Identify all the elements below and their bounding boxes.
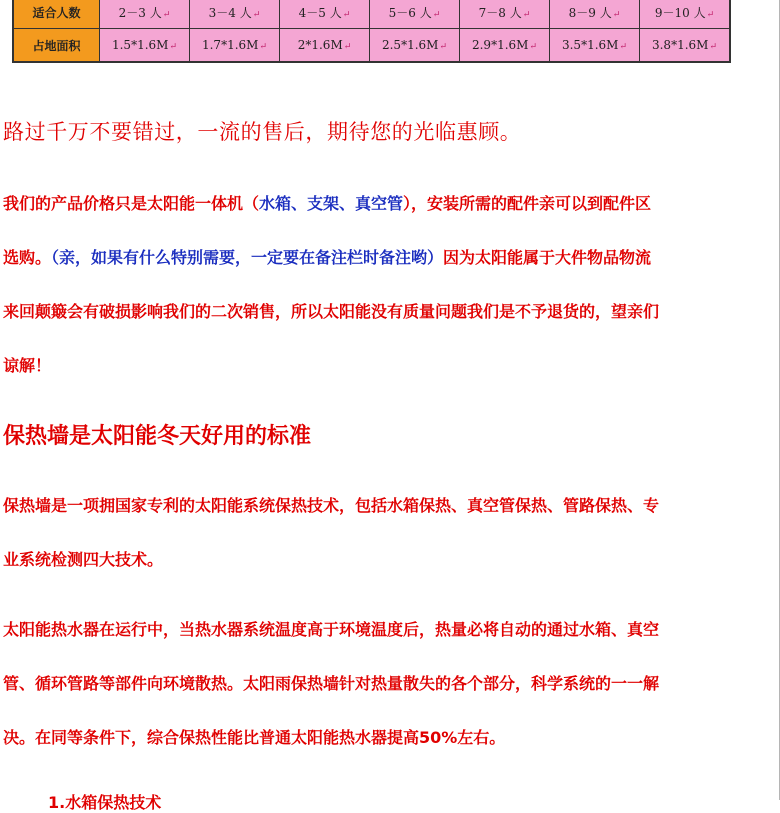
return-mark-icon: ↵ (252, 9, 261, 20)
notice-text: 我们的产品价格只是太阳能一体机（ (3, 194, 260, 213)
spec-table (12, 0, 731, 63)
cell-value: 8－9 人 (568, 5, 612, 20)
cell-value: 3.8*1.6M (651, 38, 709, 52)
notice-text: ），安装所需的配件亲可以到配件区 (403, 194, 652, 213)
table-row (13, 0, 730, 29)
return-mark-icon: ↵ (439, 42, 447, 52)
cell-value: 2*1.6M (297, 38, 343, 52)
notice-line-2 (3, 245, 651, 268)
table-cell (280, 29, 370, 63)
return-mark-icon: ↵ (342, 9, 351, 20)
notice-text: 因为太阳能属于大件物品物流 (443, 248, 652, 267)
cell-value: 7－8 人 (478, 5, 522, 20)
para1-line-2: 业系统检测四大技术。 (3, 550, 164, 569)
section-title: 保热墙是太阳能冬天好用的标准 (3, 424, 312, 449)
notice-highlight: 水箱、支架、真空管 (259, 194, 404, 213)
return-mark-icon: ↵ (259, 42, 267, 52)
table-cell (370, 29, 460, 63)
table-cell (190, 29, 280, 63)
table-cell (280, 0, 370, 29)
notice-text: 选购。 (3, 248, 52, 267)
table-cell (100, 0, 190, 29)
cell-value: 1.5*1.6M (111, 38, 169, 52)
notice-line-3: 来回颠簸会有破损影响我们的二次销售，所以太阳能没有质量问题我们是不予退货的，望亲们 (3, 302, 660, 321)
table-cell (100, 29, 190, 63)
cell-value: 4－5 人 (298, 5, 342, 20)
return-mark-icon: ↵ (709, 42, 717, 52)
para2-line-3: 决。在同等条件下，综合保热性能比普通太阳能热水器提高50%左右。 (3, 728, 506, 747)
headline: 路过千万不要错过，一流的售后，期待您的光临惠顾。 (3, 120, 522, 144)
return-mark-icon: ↵ (619, 42, 627, 52)
table-cell (640, 29, 731, 63)
cell-value: 9－10 人 (654, 5, 706, 20)
return-mark-icon: ↵ (612, 9, 621, 20)
row-header-capacity: 适合人数 (13, 0, 100, 29)
cell-value: 2.9*1.6M (471, 38, 529, 52)
return-mark-icon: ↵ (529, 42, 537, 52)
cell-value: 2.5*1.6M (381, 38, 439, 52)
return-mark-icon: ↵ (706, 9, 715, 20)
para2-line-2: 管、循环管路等部件向环境散热。太阳雨保热墙针对热量散失的各个部分，科学系统的一一解 (3, 674, 660, 693)
table-cell (550, 29, 640, 63)
subheading-cut-off: 1.水箱保热技术 (48, 793, 162, 812)
para1-line-1: 保热墙是一项拥国家专利的太阳能系统保热技术，包括水箱保热、真空管保热、管路保热、专 (3, 496, 660, 515)
notice-highlight: （亲，如果有什么特别需要，一定要在备注栏时备注哟） (51, 248, 444, 267)
notice-line-1 (3, 191, 651, 214)
table-cell (460, 0, 550, 29)
table-cell (640, 0, 731, 29)
return-mark-icon: ↵ (432, 9, 441, 20)
return-mark-icon: ↵ (343, 42, 352, 52)
return-mark-icon: ↵ (522, 9, 531, 20)
cell-value: 2－3 人 (118, 5, 162, 20)
cell-value: 5－6 人 (388, 5, 432, 20)
row-header-footprint: 占地面积 (13, 29, 100, 63)
table-cell (370, 0, 460, 29)
cell-value: 1.7*1.6M (201, 38, 259, 52)
return-mark-icon: ↵ (169, 42, 177, 52)
table-row (13, 29, 730, 63)
table-cell (550, 0, 640, 29)
table-cell (460, 29, 550, 63)
table-cell (190, 0, 280, 29)
para2-line-1: 太阳能热水器在运行中，当热水器系统温度高于环境温度后，热量必将自动的通过水箱、真空 (3, 620, 660, 639)
cell-value: 3.5*1.6M (561, 38, 619, 52)
cell-value: 3－4 人 (208, 5, 252, 20)
notice-line-4: 谅解！ (3, 356, 52, 375)
return-mark-icon: ↵ (162, 9, 171, 20)
